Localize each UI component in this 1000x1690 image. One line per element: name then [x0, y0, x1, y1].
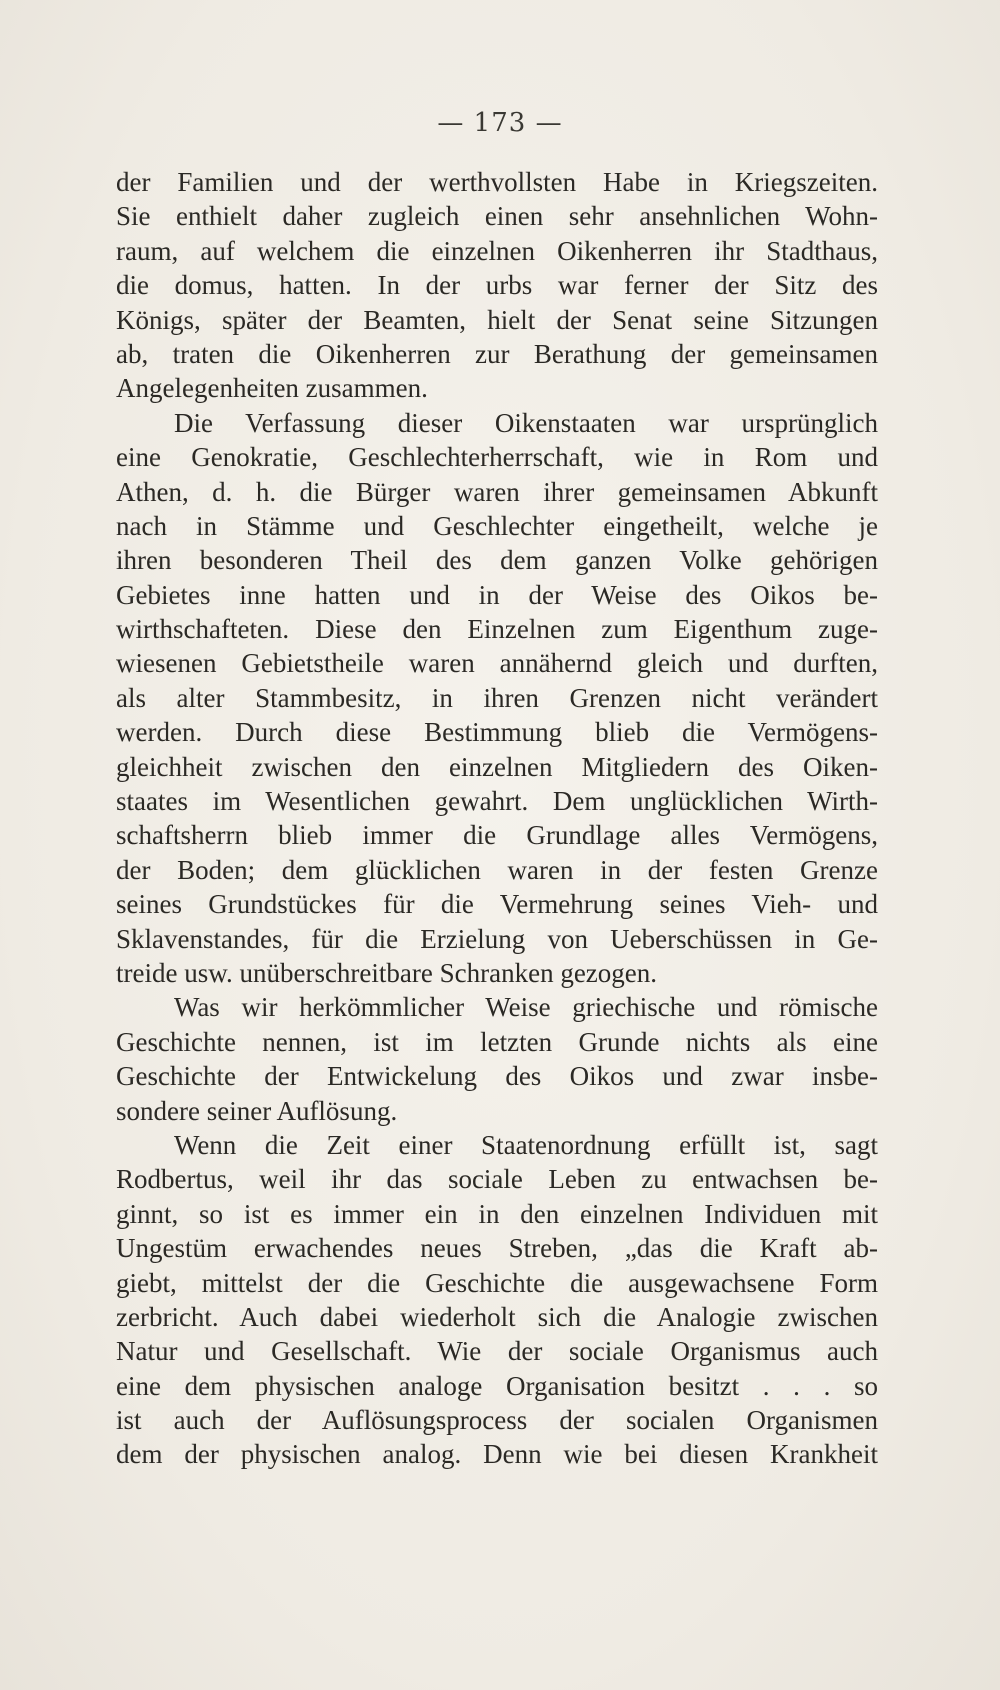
text-line: Wenn die Zeit einer Staatenordnung erfüllt ist, sagt [174, 1129, 878, 1160]
text-line: dem der physischen analog. Denn wie bei diesen Krankheit [116, 1439, 878, 1470]
text-line: Sie enthielt daher zugleich einen sehr ansehnlichen Wohn- [116, 201, 878, 232]
text-line: staates im Wesentlichen gewahrt. Dem unglücklichen Wirth- [116, 786, 878, 817]
text-line: Gebietes inne hatten und in der Weise des Oikos be- [116, 579, 878, 610]
text-line: treide usw. unüberschreitbare Schranken gezogen. [116, 957, 658, 988]
text-line: der Boden; dem glücklichen waren in der festen Grenze [116, 854, 878, 885]
text-line: Sklavenstandes, für die Erzielung von Ueberschüssen in Ge- [116, 923, 878, 954]
body-text [116, 165, 878, 1472]
text-line: zerbricht. Auch dabei wiederholt sich die Analogie zwischen [116, 1301, 878, 1332]
text-line: der Familien und der werthvollsten Habe in Kriegszeiten. [116, 167, 878, 197]
text-line: nach in Stämme und Geschlechter eingetheilt, welche je [116, 510, 878, 541]
text-line: giebt, mittelst der die Geschichte die ausgewachsene Form [116, 1267, 878, 1298]
text-line: Geschichte der Entwickelung des Oikos und zwar insbe- [116, 1061, 878, 1092]
text-line: ist auch der Auflösungsprocess der socialen Organismen [116, 1405, 878, 1436]
text-line: Athen, d. h. die Bürger waren ihrer gemeinsamen Abkunft [116, 476, 878, 507]
text-line: werden. Durch diese Bestimmung blieb die Vermögens- [116, 717, 878, 748]
text-line: wiesenen Gebietstheile waren annähernd gleich und durften, [116, 648, 878, 679]
text-line: Die Verfassung dieser Oikenstaaten war ursprünglich [174, 407, 878, 438]
text-line: die domus, hatten. In der urbs war ferner der Sitz des [116, 270, 878, 301]
text-line: Natur und Gesellschaft. Wie der sociale Organismus auch [116, 1336, 878, 1367]
text-line: eine dem physischen analoge Organisation besitzt . . . so [116, 1370, 878, 1401]
text-line: schaftsherrn blieb immer die Grundlage alles Vermögens, [116, 820, 878, 851]
text-line: als alter Stammbesitz, in ihren Grenzen nicht verändert [116, 682, 878, 713]
text-line: Ungestüm erwachendes neues Streben, „das die Kraft ab- [116, 1233, 878, 1264]
text-line: ihren besonderen Theil des dem ganzen Volke gehörigen [116, 545, 878, 576]
text-line: wirthschafteten. Diese den Einzelnen zum Eigenthum zuge- [116, 614, 878, 645]
text-line: sondere seiner Auflösung. [116, 1095, 398, 1126]
text-line: Angelegenheiten zusammen. [116, 373, 428, 404]
text-line: gleichheit zwischen den einzelnen Mitgliedern des Oiken- [116, 751, 878, 782]
text-line: Was wir herkömmlicher Weise griechische und römische [174, 992, 878, 1023]
page-number-header: — 173 — [437, 108, 563, 138]
text-line: ab, traten die Oikenherren zur Berathung der gemeinsamen [116, 338, 878, 369]
text-line: Königs, später der Beamten, hielt der Senat seine Sitzungen [116, 304, 878, 335]
text-line: seines Grundstückes für die Vermehrung seines Vieh- und [116, 889, 878, 920]
text-line: raum, auf welchem die einzelnen Oikenherren ihr Stadthaus, [116, 235, 878, 266]
text-line: eine Genokratie, Geschlechterherrschaft, wie in Rom und [116, 442, 878, 473]
text-line: ginnt, so ist es immer ein in den einzelnen Individuen mit [116, 1198, 878, 1229]
text-line: Geschichte nennen, ist im letzten Grunde nichts als eine [116, 1026, 878, 1057]
text-line: Rodbertus, weil ihr das sociale Leben zu entwachsen be- [116, 1164, 878, 1195]
